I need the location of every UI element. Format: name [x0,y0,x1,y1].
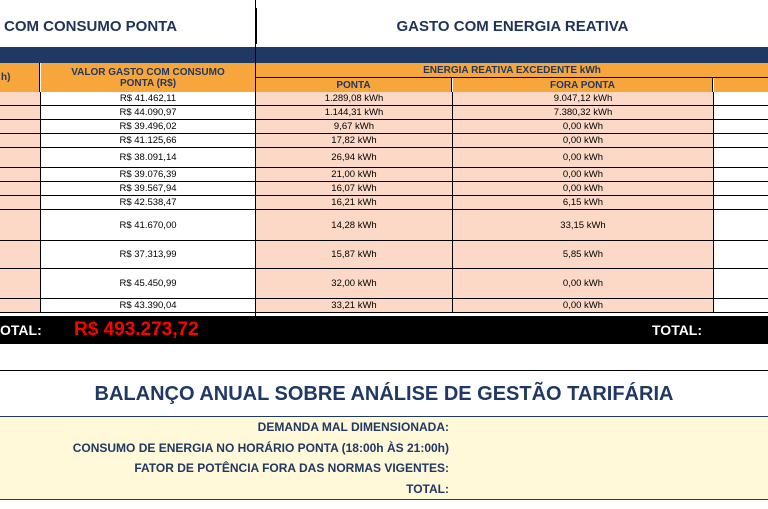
row-extra-cell [714,148,768,168]
left-section-title: COM CONSUMO PONTA [4,17,178,35]
row-ponta-cell: 1.144,31 kWh [256,106,453,120]
header-ponta: PONTA [256,78,452,92]
header-energia-reativa: ENERGIA REATIVA EXCEDENTE kWh [256,63,768,78]
row-extra-cell [714,182,768,196]
row-extra-cell [714,299,768,313]
header-partial-col: h) [0,63,40,92]
right-section-title: GASTO COM ENERGIA REATIVA [256,8,768,44]
row-valor-cell: R$ 38.091,14 [41,148,255,168]
header-extra [714,78,768,92]
row-extra-cell [714,106,768,120]
row-fora-cell: 0,00 kWh [453,120,714,134]
row-ponta-cell: 16,21 kWh [256,196,453,210]
balance-demanda: DEMANDA MAL DIMENSIONADA: [257,420,449,434]
total-left-value: R$ 493.273,72 [74,319,199,340]
row-partial-cell [0,182,41,196]
row-valor-cell: R$ 44.090,97 [41,106,255,120]
header-fora-ponta: FORA PONTA [453,78,713,92]
row-valor-cell: R$ 41.670,00 [41,210,255,241]
row-partial-cell [0,168,41,182]
row-fora-cell: 0,00 kWh [453,299,714,313]
row-valor-cell: R$ 39.567,94 [41,182,255,196]
row-partial-cell [0,106,41,120]
row-valor-cell: R$ 42.538,47 [41,196,255,210]
row-partial-cell [0,148,41,168]
row-ponta-cell: 15,87 kWh [256,241,453,269]
row-valor-cell: R$ 41.462,11 [41,92,255,106]
left-navy-bar [0,47,255,63]
section-divider [255,0,256,316]
row-valor-cell: R$ 43.390,04 [41,299,255,313]
row-ponta-cell: 32,00 kWh [256,269,453,299]
row-fora-cell: 0,00 kWh [453,168,714,182]
total-right-label: TOTAL: [652,322,703,338]
row-ponta-cell: 1.289,08 kWh [256,92,453,106]
balance-top-rule [0,370,768,371]
row-partial-cell [0,134,41,148]
right-navy-bar [256,47,768,63]
row-extra-cell [714,120,768,134]
row-extra-cell [714,92,768,106]
row-fora-cell: 7.380,32 kWh [453,106,714,120]
row-valor-cell: R$ 45.450,99 [41,269,255,299]
row-ponta-cell: 14,28 kWh [256,210,453,241]
row-ponta-cell: 26,94 kWh [256,148,453,168]
row-partial-cell [0,120,41,134]
row-extra-cell [714,168,768,182]
balance-fator-potencia: FATOR DE POTÊNCIA FORA DAS NORMAS VIGENTES: [134,461,449,475]
total-left-label: OTAL: [0,322,42,338]
row-partial-cell [0,241,41,269]
row-fora-cell: 0,00 kWh [453,269,714,299]
row-ponta-cell: 33,21 kWh [256,299,453,313]
row-ponta-cell: 16,07 kWh [256,182,453,196]
row-extra-cell [714,210,768,241]
row-fora-cell: 0,00 kWh [453,182,714,196]
row-ponta-cell: 9,67 kWh [256,120,453,134]
row-fora-cell: 6,15 kWh [453,196,714,210]
row-fora-cell: 0,00 kWh [453,148,714,168]
row-partial-cell [0,92,41,106]
row-ponta-cell: 17,82 kWh [256,134,453,148]
row-valor-cell: R$ 41.125,66 [41,134,255,148]
row-partial-cell [0,299,41,313]
row-fora-cell: 0,00 kWh [453,134,714,148]
row-extra-cell [714,241,768,269]
row-valor-cell: R$ 39.496,02 [41,120,255,134]
row-fora-cell: 33,15 kWh [453,210,714,241]
row-valor-cell: R$ 39.076,39 [41,168,255,182]
row-fora-cell: 9.047,12 kWh [453,92,714,106]
row-extra-cell [714,134,768,148]
row-ponta-cell: 21,00 kWh [256,168,453,182]
row-extra-cell [714,196,768,210]
row-partial-cell [0,269,41,299]
balance-total: TOTAL: [406,482,449,496]
row-partial-cell [0,196,41,210]
row-extra-cell [714,269,768,299]
header-valor-gasto: VALOR GASTO COM CONSUMO PONTA (R$) [41,63,255,92]
row-partial-cell [0,210,41,241]
row-valor-cell: R$ 37.313,99 [41,241,255,269]
row-fora-cell: 5,85 kWh [453,241,714,269]
balance-title: BALANÇO ANUAL SOBRE ANÁLISE DE GESTÃO TARIFÁRIA [94,382,674,405]
balance-consumo-ponta: CONSUMO DE ENERGIA NO HORÁRIO PONTA (18:00h ÀS 21:00h) [72,441,449,455]
